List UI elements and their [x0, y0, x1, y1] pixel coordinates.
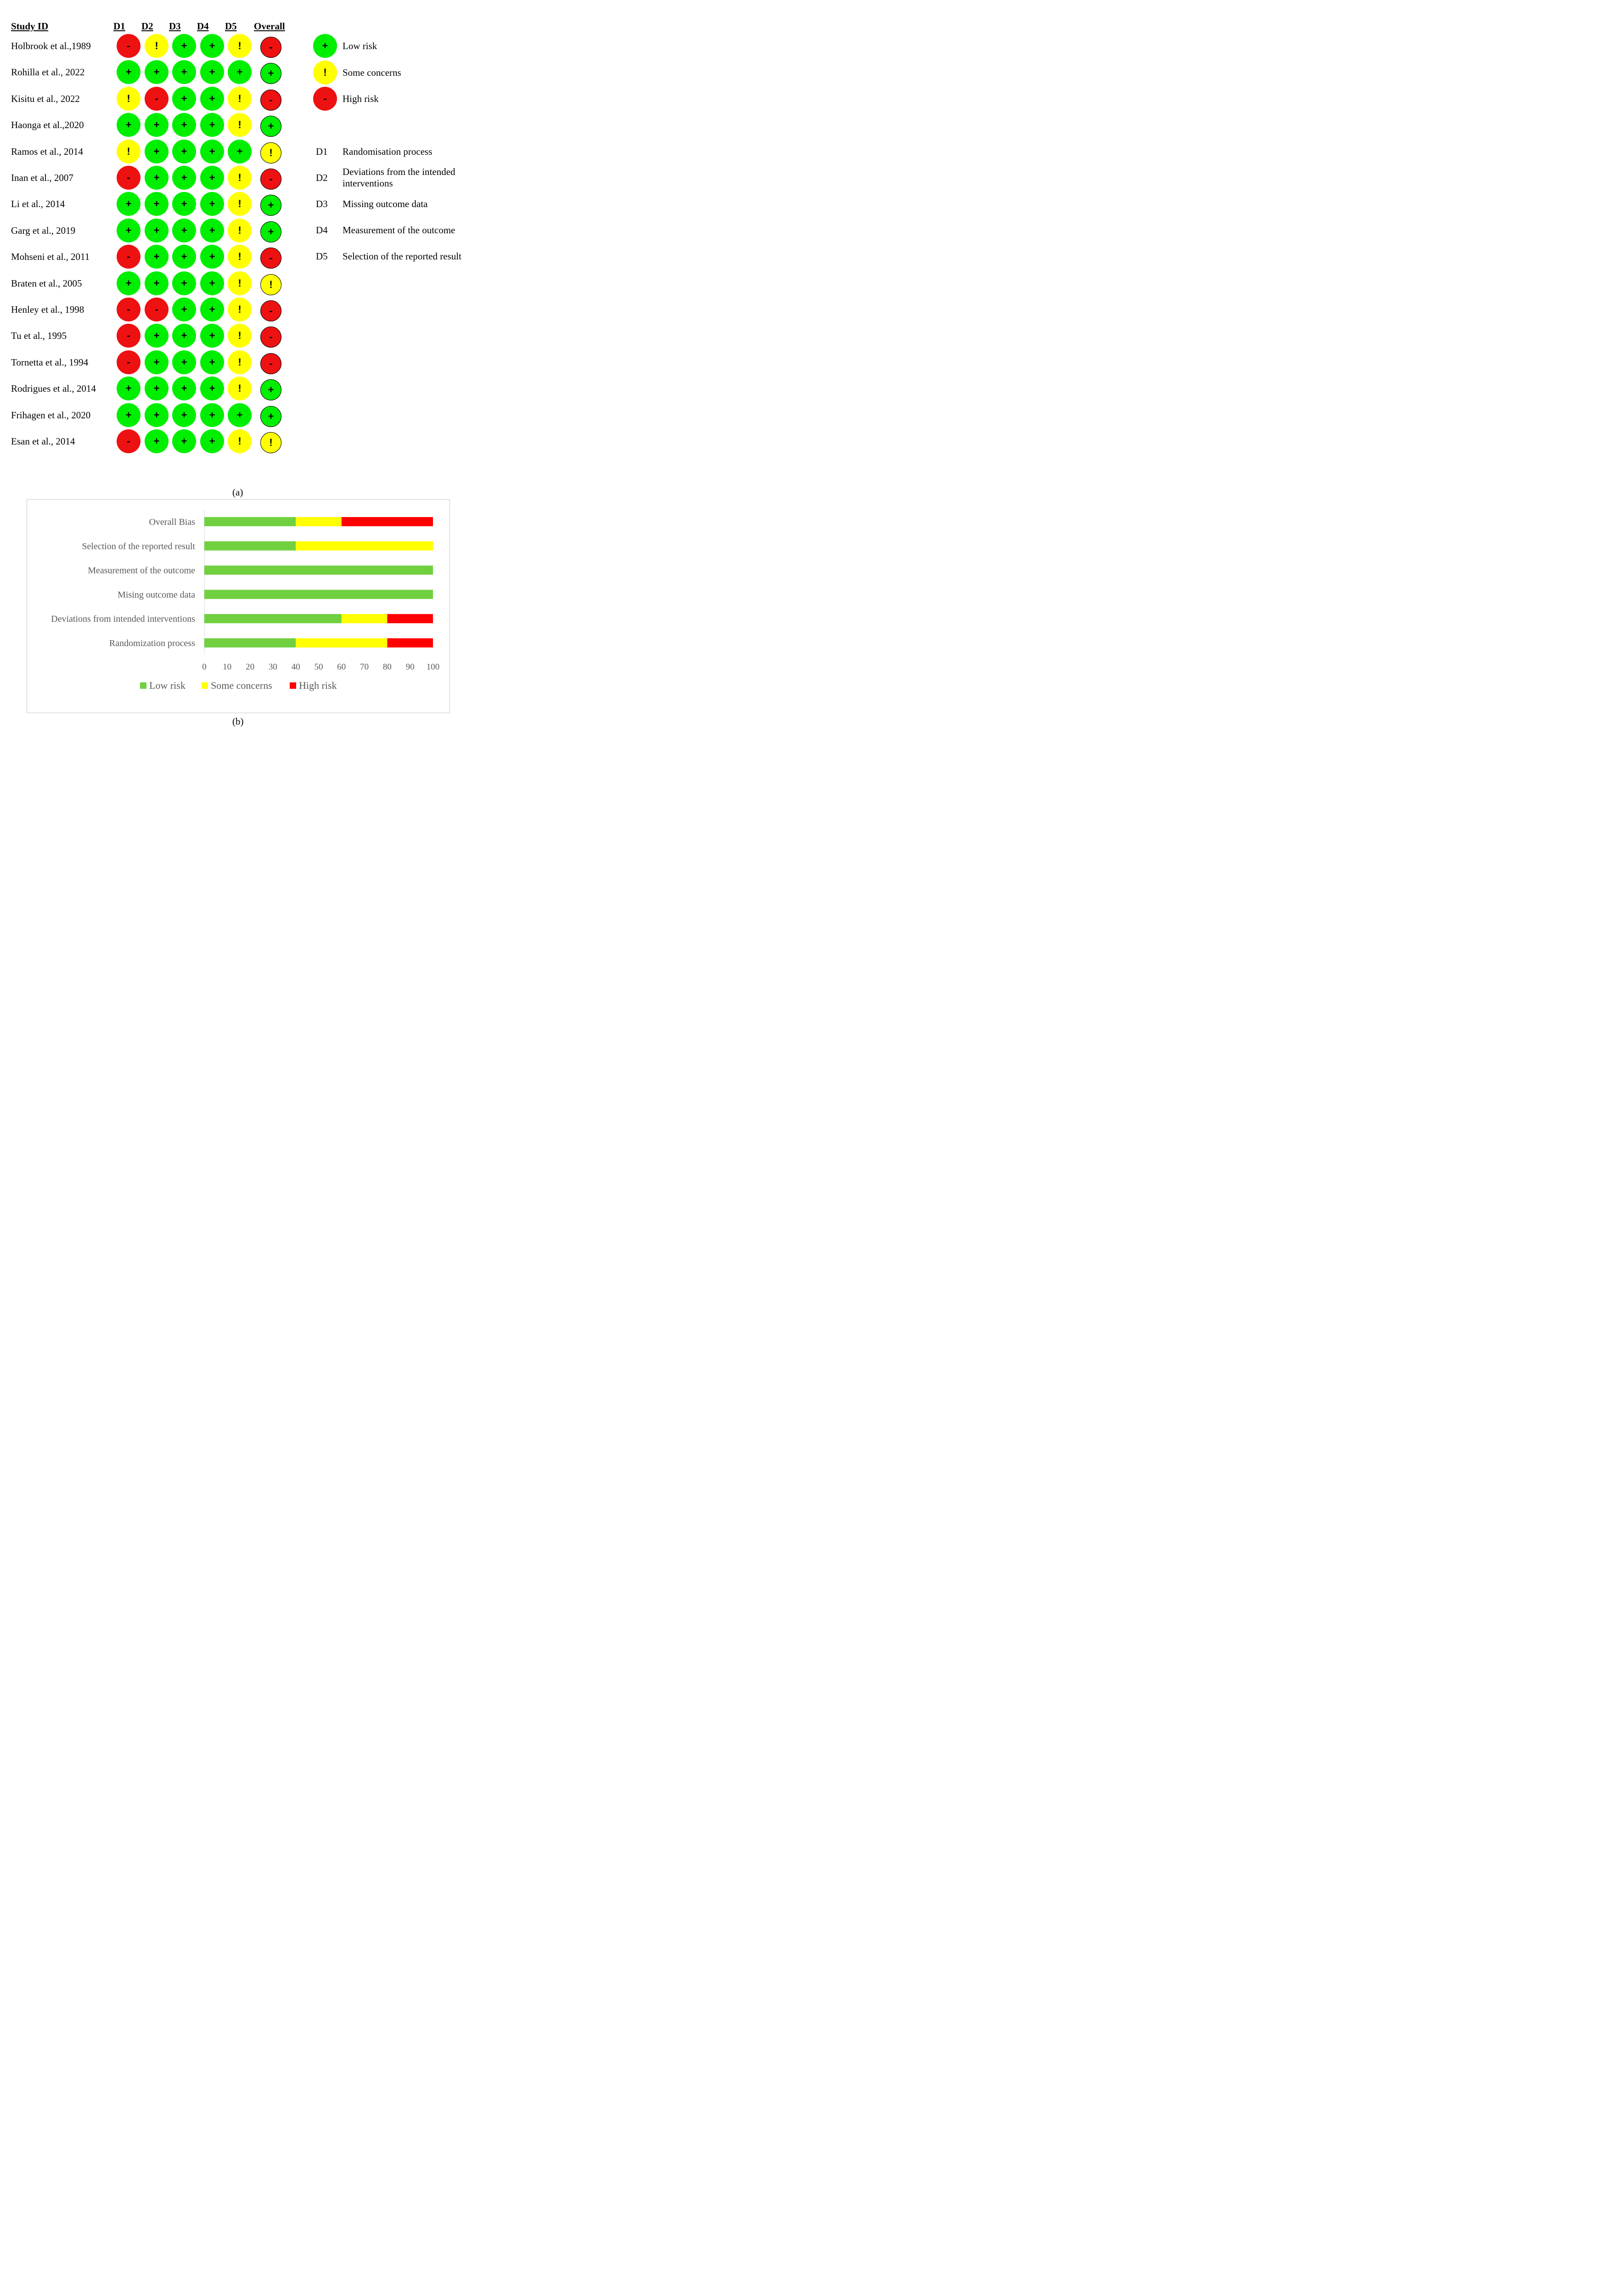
legend-label-some: Some concerns: [343, 67, 401, 78]
judgement-dot-d4: +: [200, 60, 224, 84]
legend-label: Some concerns: [211, 680, 272, 691]
judgement-dot-d3: +: [172, 271, 196, 295]
study-name: Inan et al., 2007: [11, 172, 73, 183]
legend-swatch: [202, 682, 208, 689]
judgement-dot-d4: +: [200, 377, 224, 400]
judgement-dot-d4: +: [200, 219, 224, 242]
judgement-dot-d3: +: [172, 403, 196, 427]
x-tick-label: 40: [291, 662, 300, 672]
bar-segment: [204, 517, 296, 526]
judgement-dot-overall: -: [260, 169, 281, 190]
judgement-dot-d2: +: [145, 166, 169, 190]
judgement-dot-d5: !: [228, 166, 252, 190]
judgement-dot-d1: +: [117, 219, 140, 242]
judgement-dot-d5: !: [228, 219, 252, 242]
category-label: Overall Bias: [149, 517, 195, 527]
judgement-dot-d3: +: [172, 140, 196, 163]
judgement-dot-d5: !: [228, 245, 252, 269]
panel-b-caption: (b): [232, 716, 244, 727]
judgement-dot-d3: +: [172, 166, 196, 190]
study-name: Esan et al., 2014: [11, 436, 75, 447]
study-name: Rohilla et al., 2022: [11, 67, 85, 78]
category-label: Mising outcome data: [118, 590, 195, 600]
judgement-dot-d4: +: [200, 429, 224, 453]
judgement-dot-d1: +: [117, 192, 140, 216]
judgement-dot-d1: +: [117, 60, 140, 84]
judgement-dot-d5: !: [228, 429, 252, 453]
judgement-dot-d4: +: [200, 298, 224, 321]
domain-description: Selection of the reported result: [343, 251, 461, 262]
judgement-dot-d5: !: [228, 87, 252, 111]
judgement-dot-d2: +: [145, 219, 169, 242]
judgement-dot-d5: !: [228, 298, 252, 321]
study-name: Ramos et al., 2014: [11, 146, 83, 157]
x-tick-label: 20: [246, 662, 255, 672]
x-tick-label: 30: [268, 662, 277, 672]
bar-segment: [204, 614, 342, 623]
legend-dot-some: !: [313, 61, 337, 84]
judgement-dot-overall: -: [260, 300, 281, 321]
judgement-dot-d4: +: [200, 140, 224, 163]
judgement-dot-d1: -: [117, 166, 140, 190]
header-d4: D4: [197, 21, 209, 32]
judgement-dot-d3: +: [172, 350, 196, 374]
x-tick-label: 80: [382, 662, 392, 672]
domain-code: D4: [316, 225, 328, 236]
judgement-dot-d5: !: [228, 350, 252, 374]
judgement-dot-d1: !: [117, 140, 140, 163]
judgement-dot-d1: -: [117, 34, 140, 58]
judgement-dot-d2: -: [145, 87, 169, 111]
x-tick-label: 10: [223, 662, 232, 672]
bar-segment: [296, 638, 387, 647]
judgement-dot-d1: -: [117, 350, 140, 374]
judgement-dot-overall: +: [260, 406, 281, 427]
category-label: Deviations from intended interventions: [51, 614, 195, 625]
x-tick-label: 60: [337, 662, 346, 672]
judgement-dot-d2: +: [145, 271, 169, 295]
header-d2: D2: [141, 21, 153, 32]
judgement-dot-d1: -: [117, 298, 140, 321]
judgement-dot-d3: +: [172, 324, 196, 348]
judgement-dot-d5: !: [228, 34, 252, 58]
domain-code: D1: [316, 146, 328, 157]
study-name: Mohseni et al., 2011: [11, 251, 90, 263]
header-overall: Overall: [254, 21, 285, 32]
judgement-dot-d2: +: [145, 60, 169, 84]
judgement-dot-d1: -: [117, 245, 140, 269]
judgement-dot-d2: +: [145, 403, 169, 427]
judgement-dot-overall: -: [260, 90, 281, 111]
judgement-dot-d3: +: [172, 60, 196, 84]
bar-segment: [342, 614, 388, 623]
judgement-dot-d4: +: [200, 324, 224, 348]
legend-item: [202, 680, 272, 692]
risk-of-bias-summary-chart: [27, 499, 450, 713]
study-name: Braten et al., 2005: [11, 277, 82, 289]
bar-segment: [387, 638, 433, 647]
judgement-dot-d3: +: [172, 34, 196, 58]
judgement-dot-d2: +: [145, 429, 169, 453]
judgement-dot-overall: +: [260, 63, 281, 84]
bar-segment: [387, 614, 433, 623]
x-tick-label: 100: [426, 662, 440, 672]
header-study-id: Study ID: [11, 21, 49, 32]
study-name: Frihagen et al., 2020: [11, 409, 91, 421]
legend-swatch: [290, 682, 296, 689]
judgement-dot-overall: +: [260, 195, 281, 216]
domain-description: Randomisation process: [343, 146, 433, 157]
risk-of-bias-traffic-light-plot: [0, 0, 482, 498]
judgement-dot-d1: +: [117, 271, 140, 295]
judgement-dot-d2: +: [145, 324, 169, 348]
study-name: Garg et al., 2019: [11, 225, 76, 236]
judgement-dot-d2: +: [145, 140, 169, 163]
judgement-dot-d4: +: [200, 350, 224, 374]
judgement-dot-d3: +: [172, 377, 196, 400]
domain-description: Measurement of the outcome: [343, 225, 455, 236]
judgement-dot-d4: +: [200, 403, 224, 427]
study-name: Rodrigues et al., 2014: [11, 383, 96, 394]
judgement-dot-d4: +: [200, 34, 224, 58]
judgement-dot-d4: +: [200, 113, 224, 137]
domain-code: D5: [316, 251, 328, 262]
header-d1: D1: [113, 21, 125, 32]
judgement-dot-d3: +: [172, 245, 196, 269]
legend-item: [140, 680, 185, 692]
study-name: Kisitu et al., 2022: [11, 93, 80, 104]
judgement-dot-d3: +: [172, 192, 196, 216]
bar-segment: [296, 541, 433, 551]
judgement-dot-d3: +: [172, 219, 196, 242]
x-tick-label: 90: [405, 662, 415, 672]
x-tick-label: 70: [360, 662, 369, 672]
x-tick-label: 50: [314, 662, 323, 672]
judgement-dot-overall: -: [260, 248, 281, 269]
judgement-dot-overall: +: [260, 221, 281, 242]
judgement-dot-d5: +: [228, 60, 252, 84]
judgement-dot-d4: +: [200, 245, 224, 269]
legend-label: Low risk: [149, 680, 185, 691]
judgement-dot-d2: -: [145, 298, 169, 321]
legend-label: High risk: [299, 680, 337, 691]
judgement-dot-overall: !: [260, 432, 281, 453]
x-tick-label: 0: [202, 662, 207, 672]
category-label: Selection of the reported result: [82, 541, 195, 551]
header-d5: D5: [225, 21, 237, 32]
legend-dot-high: -: [313, 87, 337, 111]
judgement-dot-d5: +: [228, 403, 252, 427]
legend-dot-low: +: [313, 34, 337, 58]
domain-code: D2: [316, 172, 328, 183]
bar-segment: [342, 517, 433, 526]
judgement-dot-overall: !: [260, 142, 281, 163]
judgement-dot-d3: +: [172, 113, 196, 137]
judgement-dot-d4: +: [200, 271, 224, 295]
judgement-dot-d4: +: [200, 87, 224, 111]
bar-segment: [296, 517, 342, 526]
judgement-dot-overall: -: [260, 326, 281, 348]
category-label: Randomization process: [109, 638, 195, 648]
judgement-dot-d2: +: [145, 377, 169, 400]
study-name: Henley et al., 1998: [11, 304, 84, 315]
judgement-dot-overall: -: [260, 353, 281, 374]
bar-segment: [204, 590, 433, 599]
bar-segment: [204, 566, 433, 575]
judgement-dot-d3: +: [172, 429, 196, 453]
judgement-dot-d1: +: [117, 113, 140, 137]
judgement-dot-d5: !: [228, 192, 252, 216]
bar-segment: [204, 541, 296, 551]
judgement-dot-d3: +: [172, 298, 196, 321]
legend-item: [290, 680, 337, 692]
judgement-dot-d5: !: [228, 324, 252, 348]
judgement-dot-d2: +: [145, 113, 169, 137]
judgement-dot-d1: -: [117, 324, 140, 348]
domain-description: Deviations from the intended interventions: [343, 166, 455, 189]
judgement-dot-d2: +: [145, 245, 169, 269]
legend-label-high: High risk: [343, 93, 379, 104]
judgement-dot-d2: +: [145, 192, 169, 216]
header-d3: D3: [169, 21, 181, 32]
judgement-dot-d5: +: [228, 140, 252, 163]
judgement-dot-d5: !: [228, 271, 252, 295]
domain-code: D3: [316, 198, 328, 209]
judgement-dot-d2: +: [145, 350, 169, 374]
judgement-dot-d1: !: [117, 87, 140, 111]
study-name: Tu et al., 1995: [11, 330, 67, 342]
category-label: Measurement of the outcome: [88, 565, 195, 576]
bar-segment: [204, 638, 296, 647]
judgement-dot-d5: !: [228, 113, 252, 137]
judgement-dot-d2: !: [145, 34, 169, 58]
panel-a-caption: (a): [232, 487, 243, 498]
judgement-dot-d1: +: [117, 377, 140, 400]
judgement-dot-d5: !: [228, 377, 252, 400]
judgement-dot-overall: !: [260, 274, 281, 295]
judgement-dot-d3: +: [172, 87, 196, 111]
judgement-dot-d4: +: [200, 166, 224, 190]
study-name: Holbrook et al.,1989: [11, 40, 91, 51]
study-name: Li et al., 2014: [11, 198, 65, 210]
judgement-dot-d1: -: [117, 429, 140, 453]
study-name: Haonga et al.,2020: [11, 119, 84, 131]
judgement-dot-d4: +: [200, 192, 224, 216]
judgement-dot-d1: +: [117, 403, 140, 427]
judgement-dot-overall: +: [260, 379, 281, 400]
legend-label-low: Low risk: [343, 40, 377, 51]
judgement-dot-overall: +: [260, 116, 281, 137]
domain-description: Missing outcome data: [343, 198, 428, 209]
judgement-dot-overall: -: [260, 37, 281, 58]
study-name: Tornetta et al., 1994: [11, 356, 89, 368]
legend-swatch: [140, 682, 146, 689]
